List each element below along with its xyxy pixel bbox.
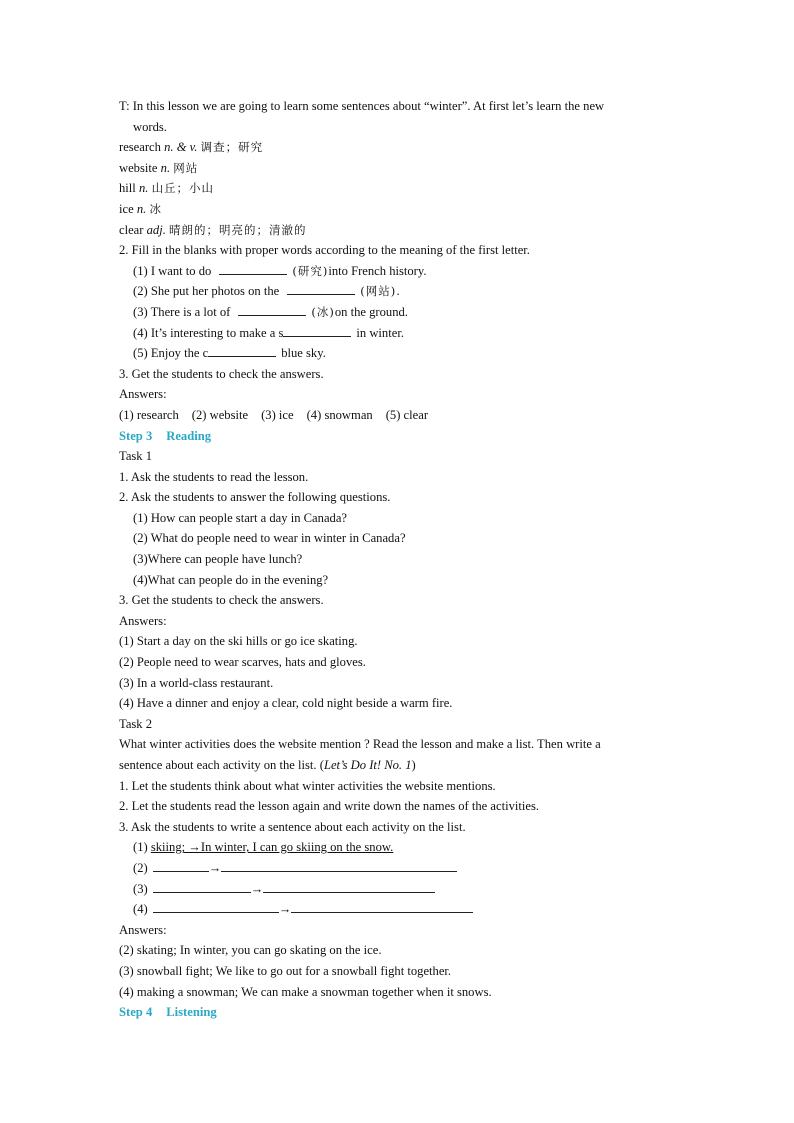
vocab-pos: n.: [138, 181, 149, 196]
vocab-pos: n.: [160, 160, 171, 175]
answer-blank: [283, 324, 351, 337]
fill-hint: (冰): [311, 304, 335, 319]
fill-item: [119, 323, 679, 344]
fill-pre: (1) I want to do: [133, 263, 212, 278]
answers-line: [119, 405, 679, 426]
list-num: (4): [133, 902, 148, 917]
vocab-item: [119, 158, 679, 179]
question: (4)What can people do in the evening?: [133, 572, 329, 587]
task-step: 3. Ask the students to write a sentence about each activity on the list.: [119, 819, 466, 834]
example-text: skiing; →In winter, I can go skiing on the snow.: [150, 840, 394, 855]
fill-post: into French history.: [328, 263, 427, 278]
vocab-word: hill: [119, 181, 136, 196]
answer: (4) Have a dinner and enjoy a clear, cold night beside a warm fire.: [119, 696, 453, 711]
arrow-icon: →: [208, 860, 222, 875]
vocab-cn: 山丘；小山: [151, 181, 215, 196]
fill-pre: (3) There is a lot of: [133, 304, 231, 319]
list-example: [119, 837, 679, 858]
answer-blank: [208, 344, 276, 357]
vocab-item: [119, 137, 679, 158]
task2-label: Task 2: [119, 716, 153, 731]
fill-post: blue sky.: [281, 346, 326, 361]
document-page: [119, 96, 679, 1023]
vocab-pos: n.: [136, 201, 147, 216]
answer-blank: [219, 262, 287, 275]
answer: (4) snowman: [306, 407, 373, 422]
list-num: (2): [133, 860, 148, 875]
task-step: 2. Ask the students to answer the following questions.: [119, 490, 391, 505]
task1-label: Task 1: [119, 449, 153, 464]
vocab-cn: 网站: [173, 160, 199, 175]
vocab-item: [119, 220, 679, 241]
step3-heading: [119, 426, 679, 447]
answer-blank: [153, 900, 279, 913]
step4-heading: [119, 1002, 679, 1023]
answer: (4) making a snowman; We can make a snowman together when it snows.: [119, 984, 492, 999]
vocab-word: clear: [119, 222, 144, 237]
fill-hint: (研究): [292, 263, 329, 278]
list-blank-row: [119, 858, 679, 879]
vocab-cn: 冰: [149, 201, 162, 216]
answer: (3) In a world-class restaurant.: [119, 675, 274, 690]
step-label: Step 3: [119, 428, 153, 443]
answer: (2) skating; In winter, you can go skating on the ice.: [119, 943, 382, 958]
answer-blank: [238, 303, 306, 316]
answer-blank: [221, 859, 457, 872]
fill-pre: (2) She put her photos on the: [133, 284, 280, 299]
intro-line: T: In this lesson we are going to learn some sentences about “winter”. At first let’s learn the new: [119, 99, 605, 113]
list-blank-row: [119, 899, 679, 920]
answers-label: Answers:: [119, 387, 167, 402]
answer: (1) research: [119, 407, 179, 422]
vocab-pos: adj.: [146, 222, 166, 237]
prompt-ref: Let’s Do It! No. 1: [323, 758, 412, 772]
answer: (2) People need to wear scarves, hats and gloves.: [119, 655, 366, 670]
answers-label: Answers:: [119, 613, 167, 628]
answer: (3) snowball fight; We like to go out for a snowball fight together.: [119, 963, 452, 978]
vocab-cn: 调查；研究: [200, 140, 264, 155]
fill-post: in winter.: [356, 325, 404, 340]
vocab-cn: 晴朗的；明亮的；清澈的: [169, 222, 307, 237]
arrow-icon: →: [250, 881, 264, 896]
fill-pre: (5) Enjoy the c: [133, 346, 209, 361]
prompt-text: ): [411, 758, 416, 772]
intro-line-cont: words.: [133, 119, 167, 134]
question: (1) How can people start a day in Canada?: [133, 510, 348, 525]
task2-prompt-cont: [119, 755, 679, 776]
vocab-word: website: [119, 160, 158, 175]
fill-item: [119, 281, 679, 302]
answer-blank: [287, 282, 355, 295]
answer: (2) website: [191, 407, 249, 422]
fill-hint: (网站).: [360, 284, 401, 299]
task-step: 2. Let the students read the lesson again and write down the names of the activities.: [119, 799, 540, 814]
answers-label: Answers:: [119, 922, 167, 937]
question: (3)Where can people have lunch?: [133, 552, 303, 567]
fill-item: [119, 261, 679, 282]
task2-prompt: What winter activities does the website mention ? Read the lesson and make a list. Then write a: [119, 737, 601, 752]
list-blank-row: [119, 879, 679, 900]
check-line: 3. Get the students to check the answers.: [119, 366, 324, 381]
vocab-pos: n. & v.: [164, 140, 198, 155]
task-step: 1. Ask the students to read the lesson.: [119, 469, 309, 484]
task-step: 1. Let the students think about what winter activities the website mentions.: [119, 778, 496, 793]
arrow-icon: →: [278, 902, 292, 917]
step-label: Step 4: [119, 1005, 153, 1020]
step-title: Listening: [166, 1005, 217, 1020]
fill-pre: (4) It’s interesting to make a s: [133, 325, 284, 340]
fill-post: on the ground.: [334, 304, 408, 319]
answer: (5) clear: [385, 407, 429, 422]
fill-item: [119, 302, 679, 323]
answer-blank: [153, 859, 209, 872]
check-line: 3. Get the students to check the answers.: [119, 593, 324, 608]
vocab-word: research: [119, 140, 161, 155]
vocab-word: ice: [119, 201, 134, 216]
answer-blank: [263, 880, 435, 893]
vocab-item: [119, 178, 679, 199]
fill-instruction: 2. Fill in the blanks with proper words according to the meaning of the first letter.: [119, 243, 530, 258]
answer: (1) Start a day on the ski hills or go ice skating.: [119, 634, 358, 649]
prompt-text: sentence about each activity on the list. (: [119, 758, 324, 772]
answer-blank: [291, 900, 473, 913]
answer-blank: [153, 880, 251, 893]
list-num: (1): [133, 840, 148, 855]
step-title: Reading: [166, 428, 212, 443]
question: (2) What do people need to wear in winter in Canada?: [133, 531, 406, 546]
list-num: (3): [133, 881, 148, 896]
fill-item: [119, 343, 679, 364]
answer: (3) ice: [261, 407, 294, 422]
vocab-item: [119, 199, 679, 220]
